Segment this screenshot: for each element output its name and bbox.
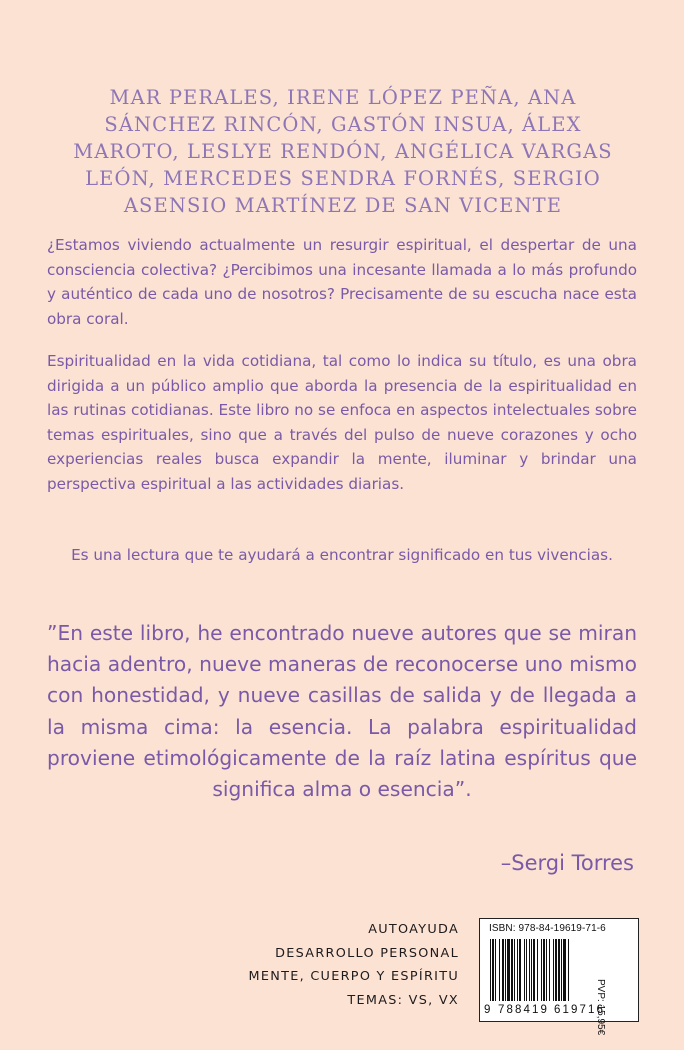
category-list: [248, 918, 459, 1012]
barcode-digits-right: 619716: [554, 1004, 605, 1016]
barcode-digit-lead: 9: [484, 1004, 491, 1016]
barcode-box: [479, 918, 639, 1036]
category-item: MENTE, CUERPO Y ESPÍRITU: [248, 969, 459, 984]
barcode-bar: [553, 939, 554, 1001]
barcode-icon: [490, 939, 600, 1001]
barcode-bar: [505, 939, 506, 1001]
barcode-bar: [543, 939, 545, 1001]
barcode-bar: [533, 939, 535, 1001]
barcode-bar: [519, 939, 521, 1001]
barcode-bar: [511, 939, 513, 1001]
barcode-bar: [541, 939, 542, 1001]
barcode-bar: [568, 939, 569, 1001]
barcode-bar: [537, 939, 538, 1001]
barcode-bar: [524, 939, 525, 1001]
barcode-bar: [555, 939, 557, 1001]
price-label: PVP: 15,95€: [595, 979, 606, 1036]
barcode-bar: [531, 939, 532, 1001]
category-item: TEMAS: VS, VX: [347, 992, 459, 1008]
blurb-quote: ”En este libro, he encontrado nueve autores que se miran hacia adentro, nueve maneras de reconocerse uno mismo con honestidad, y nueve casillas de salida y de llegada a la misma cima: la esencia. La palabra espiritualidad proviene etimológicamente de la raíz latina espíritus que significa alma o esencia”.: [47, 621, 637, 802]
barcode-bar: [495, 939, 496, 1001]
synopsis-paragraph-3: Es una lectura que te ayudará a encontrar significado en tus vivencias.: [71, 546, 613, 564]
authors-list: MAR PERALES, IRENE LÓPEZ PEÑA, ANA SÁNCHEZ RINCÓN, GASTÓN INSUA, ÁLEX MAROTO, LESLYE RENDÓN, ANGÉLICA VARGAS LEÓN, MERCEDES SENDRA FORNÉS, SERGIO ASENSIO MARTÍNEZ DE SAN VICENTE: [73, 86, 613, 217]
barcode-bar: [517, 939, 518, 1001]
barcode-bar: [526, 939, 527, 1001]
category-item: DESARROLLO PERSONAL: [275, 945, 459, 961]
barcode-bar: [529, 939, 530, 1001]
barcode-digits-left: 788419: [498, 1004, 549, 1016]
isbn-label: ISBN: 978-84-19619-71-6: [489, 923, 606, 934]
barcode-bar: [502, 939, 504, 1001]
barcode-bar: [499, 939, 500, 1001]
barcode-bar: [492, 939, 494, 1001]
barcode-bar: [558, 939, 560, 1001]
barcode-bar: [514, 939, 515, 1001]
barcode-bar: [561, 939, 562, 1001]
quote-attribution: –Sergi Torres: [500, 851, 634, 875]
synopsis-paragraph-1: ¿Estamos viviendo actualmente un resurgir espiritual, el despertar de una consciencia colectiva? ¿Percibimos una incesante llamada a lo más profundo y auténtico de cada uno de nosotros? Precisamente de su escucha nace esta obra coral.: [47, 236, 637, 328]
barcode-bar: [507, 939, 510, 1001]
barcode-bar: [549, 939, 550, 1001]
barcode-bar: [563, 939, 566, 1001]
barcode-bar: [546, 939, 547, 1001]
barcode-bar: [490, 939, 491, 1001]
category-item: AUTOAYUDA: [368, 922, 459, 937]
synopsis-paragraph-2: Espiritualidad en la vida cotidiana, tal como lo indica su título, es una obra dirigida a un público amplio que aborda la presencia de la espiritualidad en las rutinas cotidianas. Este libro no se enfoca en aspectos intelectuales sobre temas espirituales, sino que a través del pulso de nueve corazones y ocho experiencias reales busca expandir la mente, iluminar y brindar una perspectiva espiritual a las actividades diarias.: [47, 352, 637, 493]
